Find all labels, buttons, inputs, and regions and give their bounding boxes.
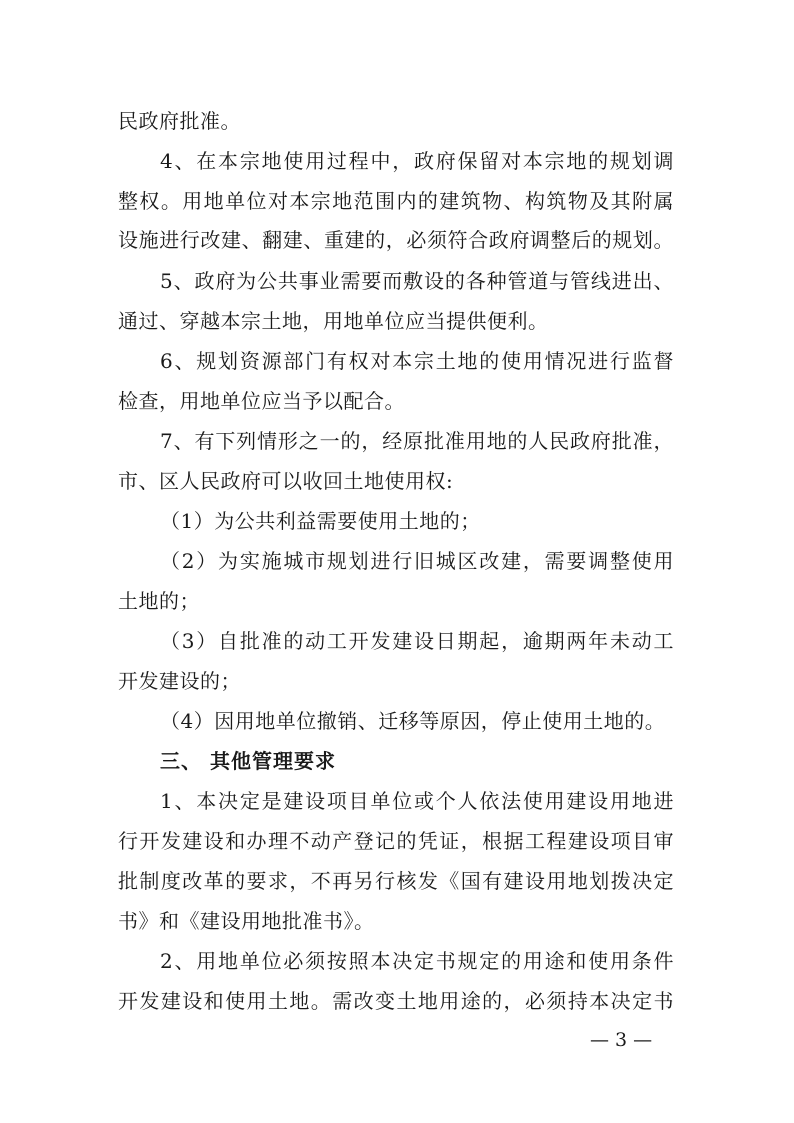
- text-line: 设施进行改建、翻建、重建的，必须符合政府调整后的规划。: [118, 228, 674, 252]
- text-line: 5、政府为公共事业需要而敷设的各种管道与管线进出、: [160, 269, 674, 293]
- text-line: 土地的；: [118, 589, 200, 613]
- text-line: 通过、穿越本宗土地，用地单位应当提供便利。: [118, 309, 549, 333]
- text-line: 整权。用地单位对本宗地范围内的建筑物、构筑物及其附属: [118, 189, 674, 213]
- section-heading: 三、 其他管理要求: [160, 749, 336, 773]
- text-line: 2、用地单位必须按照本决定书规定的用途和使用条件: [160, 949, 674, 973]
- text-line: 1、本决定是建设项目单位或个人依法使用建设用地进: [160, 789, 674, 813]
- page-number: — 3 —: [590, 1029, 653, 1051]
- text-line: 检查，用地单位应当予以配合。: [118, 389, 405, 413]
- text-line: 民政府批准。: [118, 109, 241, 133]
- list-item: （4）因用地单位撤销、迁移等原因，停止使用土地的。: [160, 709, 666, 733]
- text-line: 开发建设的；: [118, 669, 241, 693]
- text-line: 6、规划资源部门有权对本宗土地的使用情况进行监督: [160, 349, 674, 373]
- text-line: 批制度改革的要求，不再另行核发《国有建设用地划拨决定: [118, 869, 674, 893]
- text-line: 7、有下列情形之一的，经原批准用地的人民政府批准，: [160, 429, 674, 453]
- list-item: （2）为实施城市规划进行旧城区改建，需要调整使用: [160, 549, 674, 573]
- list-item: （3）自批准的动工开发建设日期起，逾期两年未动工: [160, 629, 674, 653]
- text-line: 4、在本宗地使用过程中，政府保留对本宗地的规划调: [160, 149, 674, 173]
- list-item: （1）为公共利益需要使用土地的；: [160, 509, 481, 533]
- text-line: 开发建设和使用土地。需改变土地用途的，必须持本决定书: [118, 989, 674, 1013]
- text-line: 书》和《建设用地批准书》。: [118, 909, 375, 933]
- text-line: 行开发建设和办理不动产登记的凭证，根据工程建设项目审: [118, 829, 674, 853]
- text-line: 市、区人民政府可以收回土地使用权:: [118, 469, 454, 493]
